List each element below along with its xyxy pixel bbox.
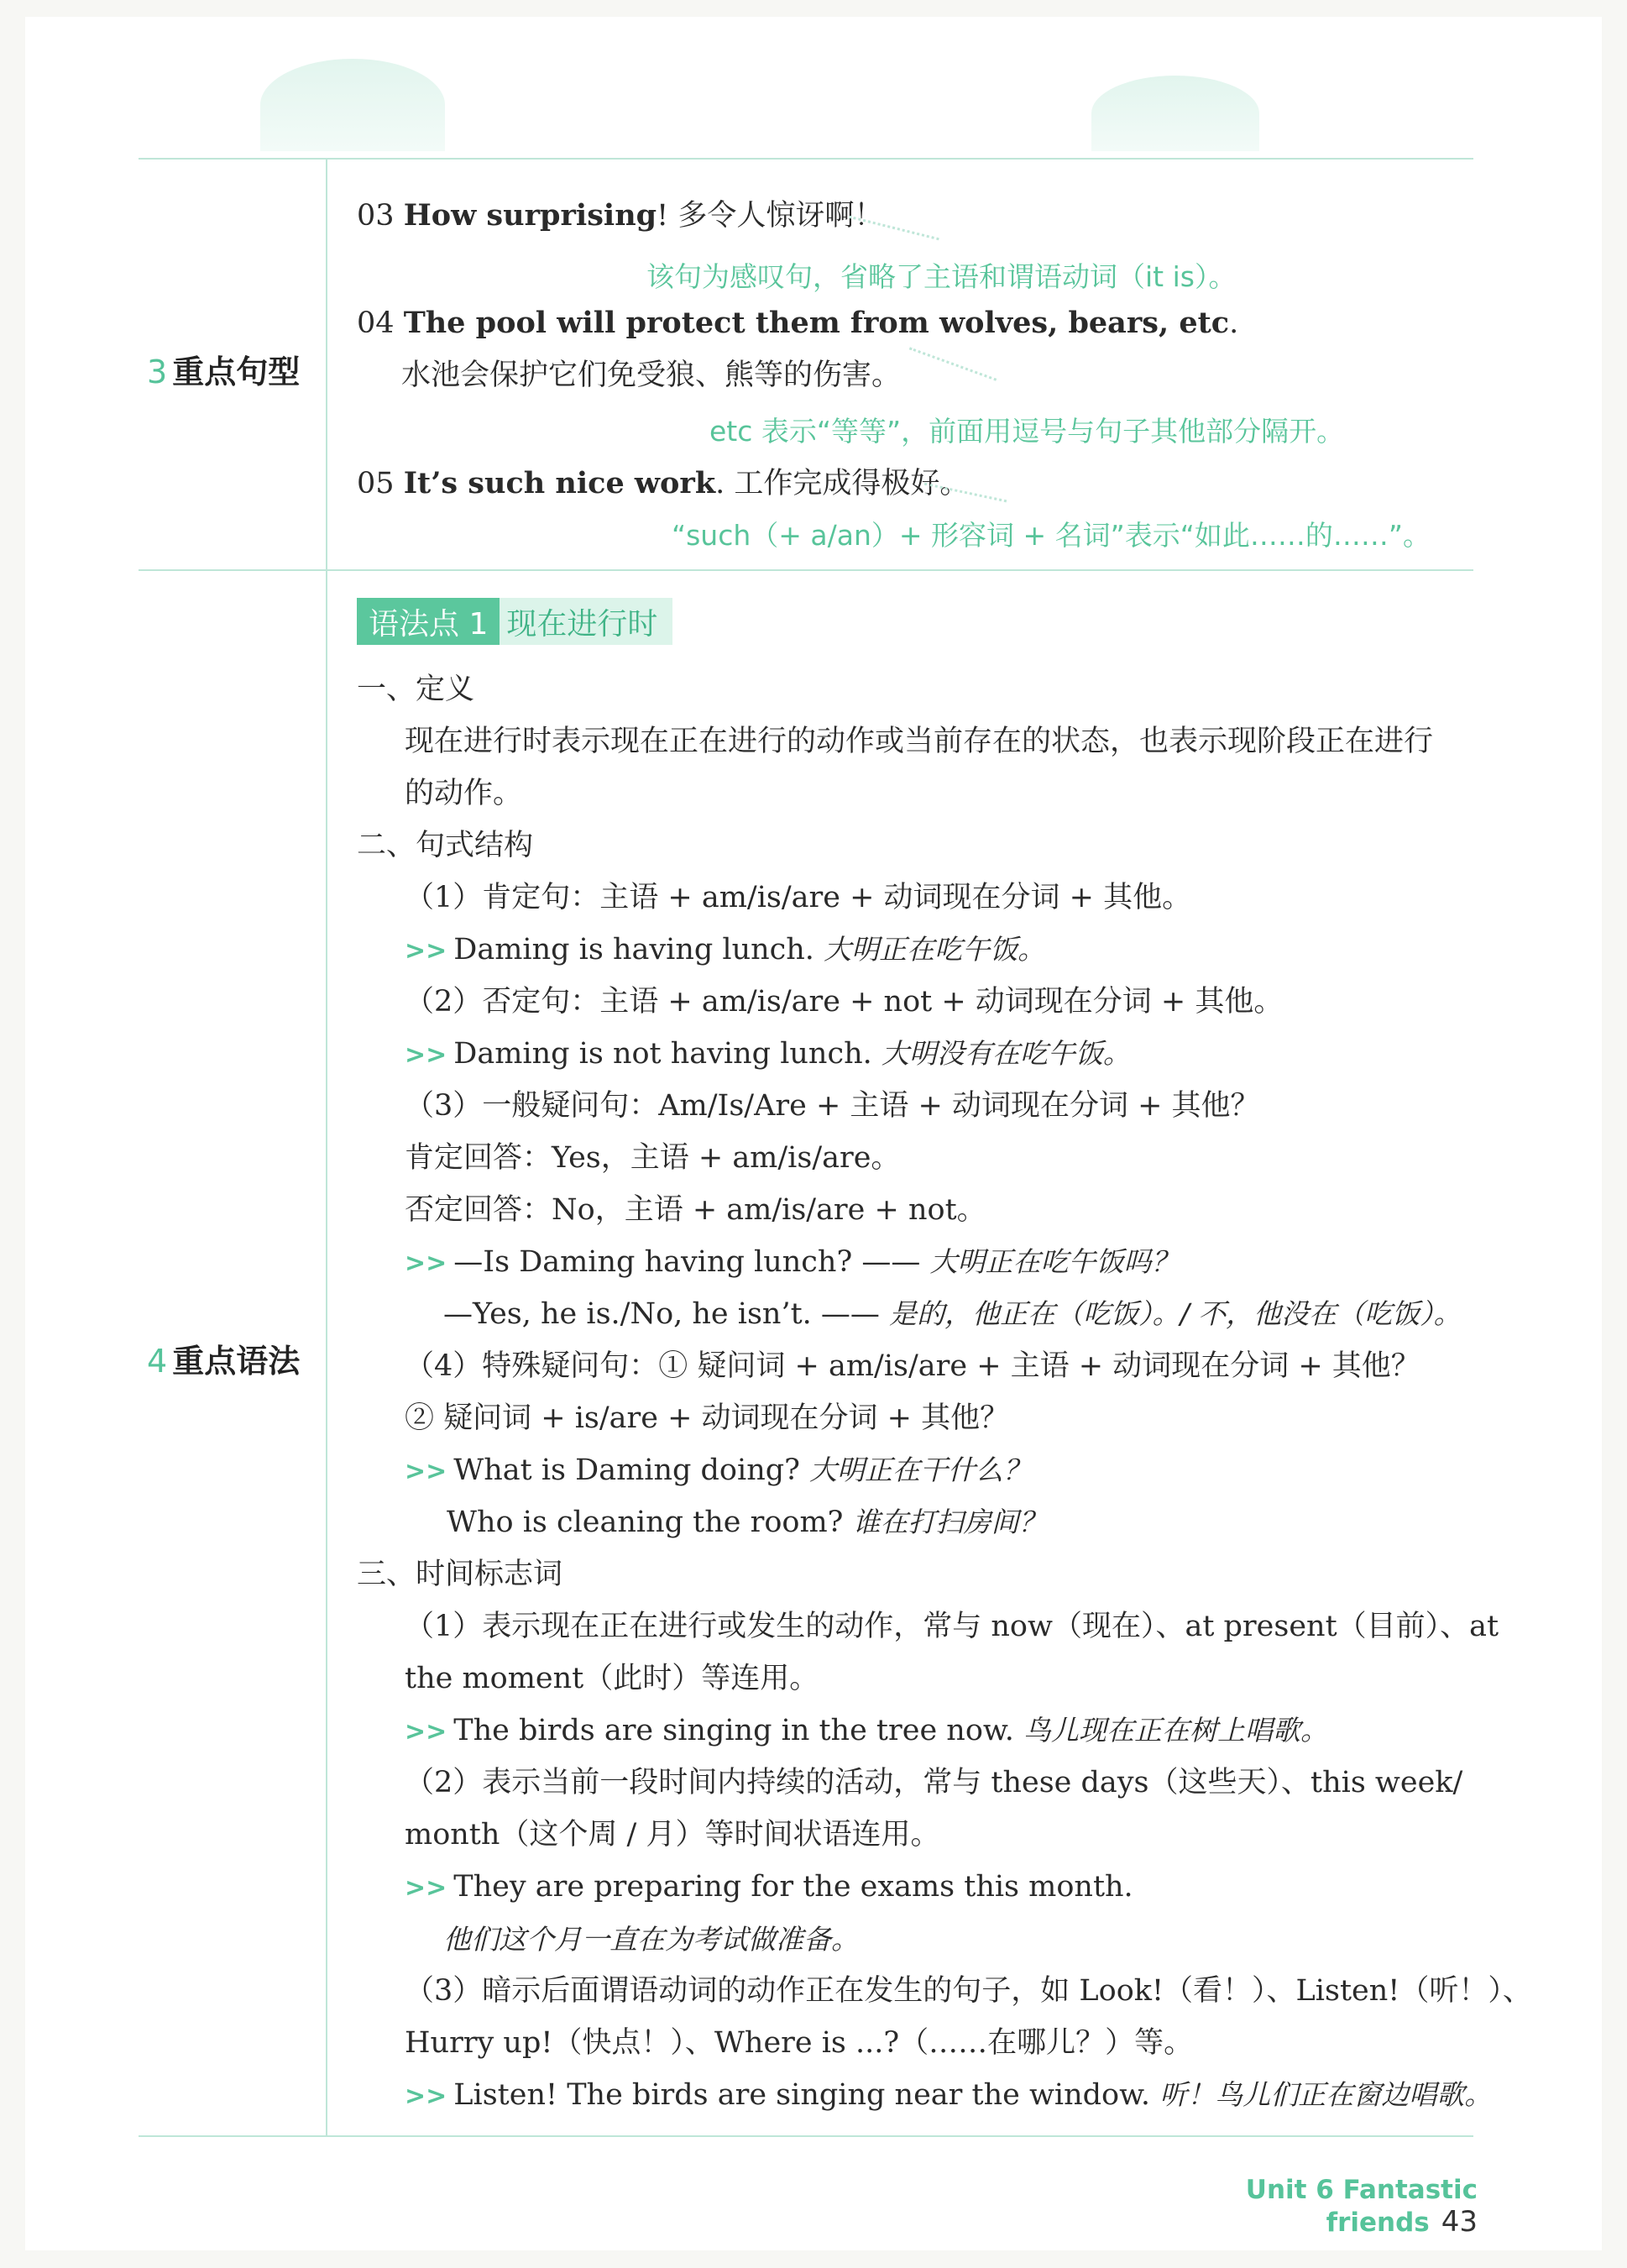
example-bullet-icon: >> xyxy=(405,1873,447,1903)
sentence-number: 04 xyxy=(357,306,395,340)
header-decoration xyxy=(1091,76,1259,151)
section-title: 重点语法 xyxy=(172,1343,301,1380)
example-bullet-icon: >> xyxy=(405,2082,447,2111)
section-number: 4 xyxy=(147,1343,168,1380)
paragraph-line: 的动作。 xyxy=(405,777,523,810)
sentence-note: “such（+ a/an）+ 形容词 + 名词”表示“如此……的……”。 xyxy=(672,519,1431,552)
column-divider xyxy=(326,158,327,2135)
rule-wh-question: （4）特殊疑问句：① 疑问词 + am/is/are + 主语 + 动词现在分词 + 其他？ xyxy=(405,1349,1420,1383)
paragraph-line: （2）表示当前一段时间内持续的活动，常与 these days（这些天）、this week/ xyxy=(405,1766,1463,1799)
example xyxy=(443,1296,1462,1332)
example-translation: 大明没有在吃午饭。 xyxy=(881,1037,1131,1070)
example xyxy=(405,2077,1492,2113)
example-english: Daming is not having lunch. xyxy=(453,1037,872,1071)
page-number: 43 xyxy=(1441,2205,1478,2239)
paragraph-line: 现在进行时表示现在正在进行的动作或当前存在的状态，也表示现阶段正在进行 xyxy=(405,725,1434,758)
sentence-english: It’s such nice work xyxy=(403,466,716,500)
sentence-number: 03 xyxy=(357,199,395,233)
example-english: They are preparing for the exams this month. xyxy=(453,1870,1133,1904)
example-english: Who is cleaning the room? xyxy=(447,1506,844,1539)
example-bullet-icon: >> xyxy=(405,1249,447,1278)
sentence-translation: . 工作完成得极好。 xyxy=(715,467,970,500)
sentence-english: The pool will protect them from wolves, bears, etc xyxy=(403,306,1230,340)
sentence-05 xyxy=(357,466,969,501)
top-rule xyxy=(139,158,1473,160)
example-bullet-icon: >> xyxy=(405,1717,447,1747)
example-bullet-icon: >> xyxy=(405,936,447,966)
heading-structure: 二、句式结构 xyxy=(357,829,534,862)
example xyxy=(405,1244,1179,1280)
sentence-04 xyxy=(357,306,1238,341)
badge-number: 语法点 1 xyxy=(357,598,500,645)
heading-time-markers: 三、时间标志词 xyxy=(357,1558,563,1591)
section-label-3 xyxy=(147,346,323,392)
page-footer xyxy=(1091,2175,1478,2239)
example-translation: 鸟儿现在正在树上唱歌。 xyxy=(1023,1714,1328,1747)
example-translation: 大明正在干什么？ xyxy=(809,1454,1032,1486)
sentence-note: 该句为感叹句，省略了主语和谓语动词（it is）。 xyxy=(646,260,1237,293)
section-number: 3 xyxy=(147,354,168,390)
example-translation: 谁在打扫房间？ xyxy=(852,1506,1047,1538)
example-english: What is Daming doing? xyxy=(453,1454,800,1487)
example-translation: 他们这个月一直在为考试做准备。 xyxy=(443,1923,859,1956)
section-label-4 xyxy=(147,1335,323,1381)
sentence-note: etc 表示“等等”，前面用逗号与句子其他部分隔开。 xyxy=(709,415,1345,448)
example xyxy=(447,1505,1047,1540)
sentence-translation: ! 多令人惊讶啊！ xyxy=(657,199,884,233)
section-title: 重点句型 xyxy=(172,354,301,390)
sentence-translation: 水池会保护它们免受狼、熊等的伤害。 xyxy=(401,359,902,392)
sentence-punct: . xyxy=(1229,306,1239,340)
example-bullet-icon: >> xyxy=(405,1457,447,1486)
section-divider xyxy=(139,569,1473,571)
unit-title: Unit 6 Fantastic friends xyxy=(1245,2175,1478,2238)
example-translation: 听！鸟儿们正在窗边唱歌。 xyxy=(1159,2078,1493,2111)
grammar-point-badge xyxy=(357,598,672,645)
example-english: —Is Daming having lunch? —— xyxy=(453,1245,921,1279)
rule-question: （3）一般疑问句：Am/Is/Are + 主语 + 动词现在分词 + 其他？ xyxy=(405,1089,1260,1123)
paragraph-line: month（这个周 / 月）等时间状语连用。 xyxy=(405,1818,940,1852)
sentence-english: How surprising xyxy=(403,198,657,233)
example-translation: 大明正在吃午饭吗？ xyxy=(929,1245,1180,1278)
example-english: The birds are singing in the tree now. xyxy=(453,1714,1014,1747)
sentence-number: 05 xyxy=(357,467,395,500)
example xyxy=(405,1869,1133,1904)
paragraph-line: （3）暗示后面谓语动词的动作正在发生的句子，如 Look!（看！）、Listen!（听！）、 xyxy=(405,1974,1532,2008)
example-translation: 是的，他正在（吃饭）。/ 不，他没在（吃饭）。 xyxy=(889,1297,1462,1330)
badge-title: 现在进行时 xyxy=(500,598,672,645)
header-decoration xyxy=(260,59,445,151)
example-bullet-icon: >> xyxy=(405,1040,447,1070)
rule-no-answer: 否定回答：No，主语 + am/is/are + not。 xyxy=(405,1193,986,1227)
sentence-03 xyxy=(357,198,883,233)
heading-definition: 一、定义 xyxy=(357,673,475,706)
example-english: Listen! The birds are singing near the window. xyxy=(453,2078,1151,2112)
bottom-rule xyxy=(139,2135,1473,2137)
example xyxy=(405,1713,1328,1748)
paragraph-line: Hurry up!（快点！）、Where is ...?（……在哪儿？）等。 xyxy=(405,2026,1194,2060)
paragraph-line: （1）表示现在正在进行或发生的动作，常与 now（现在）、at present（目前）、at xyxy=(405,1610,1499,1643)
example xyxy=(405,1453,1031,1488)
example xyxy=(405,932,1045,967)
rule-yes-answer: 肯定回答：Yes，主语 + am/is/are。 xyxy=(405,1141,901,1175)
example-english: Daming is having lunch. xyxy=(453,933,814,966)
example xyxy=(405,1036,1131,1071)
rule-affirmative: （1）肯定句：主语 + am/is/are + 动词现在分词 + 其他。 xyxy=(405,881,1192,914)
example-english: —Yes, he is./No, he isn’t. —— xyxy=(443,1297,880,1331)
rule-wh-question-2: ② 疑问词 + is/are + 动词现在分词 + 其他？ xyxy=(405,1401,1010,1435)
paragraph-line: the moment（此时）等连用。 xyxy=(405,1662,819,1695)
example-translation: 大明正在吃午饭。 xyxy=(824,933,1046,966)
rule-negative: （2）否定句：主语 + am/is/are + not + 动词现在分词 + 其他。 xyxy=(405,985,1284,1019)
